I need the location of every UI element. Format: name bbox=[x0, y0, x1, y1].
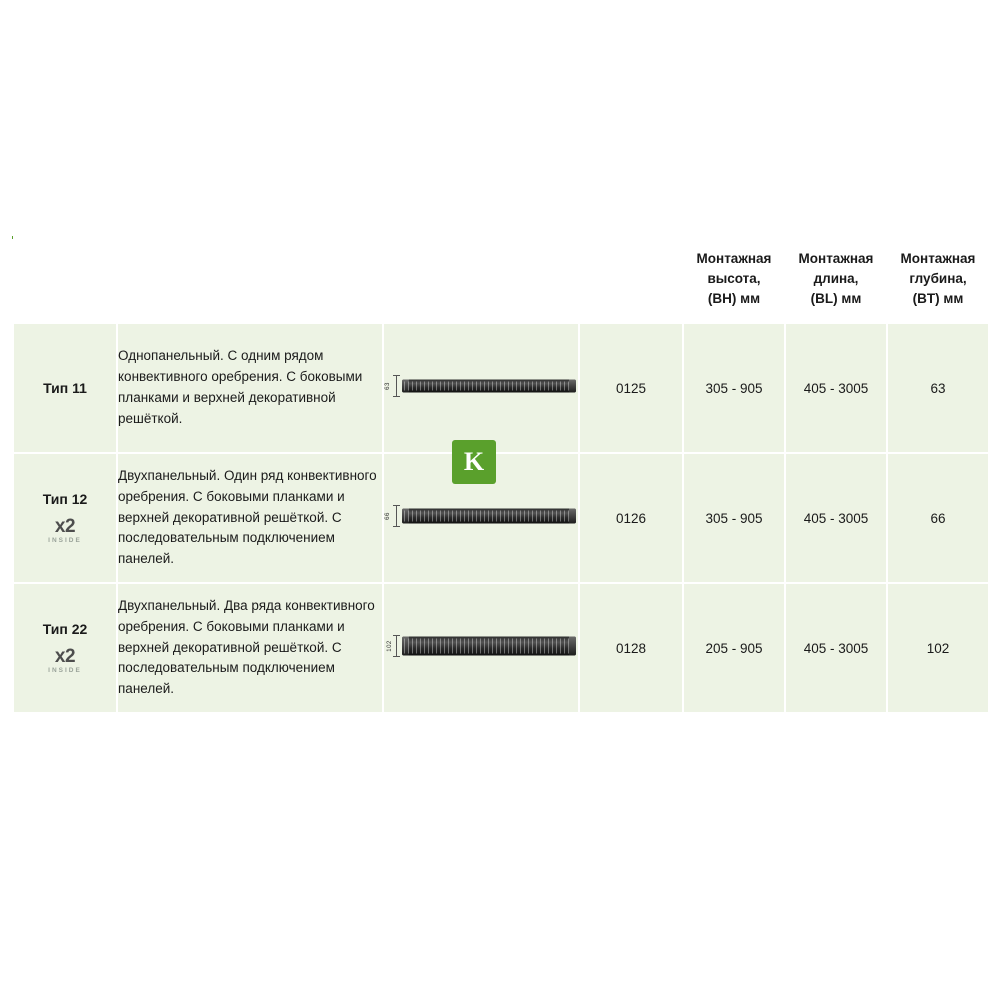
dimension-label: 102 bbox=[386, 639, 393, 652]
type-label: Тип 12 bbox=[42, 491, 88, 508]
table-header-row bbox=[13, 236, 989, 323]
cell-image-22 bbox=[383, 583, 579, 713]
radiator-cap-right bbox=[569, 508, 576, 523]
cell-depth-22: 102 bbox=[887, 583, 989, 713]
radiator-body bbox=[402, 379, 576, 392]
cell-code-12: 0126 bbox=[579, 453, 683, 583]
cell-depth-11: 63 bbox=[887, 323, 989, 453]
radiator-cap-right bbox=[569, 636, 576, 655]
header-height-line2: высота, bbox=[707, 270, 761, 286]
cell-code-22: 0128 bbox=[579, 583, 683, 713]
x2-badge-sub: INSIDE bbox=[48, 537, 82, 545]
cell-type-22 bbox=[13, 583, 117, 713]
type-label: Тип 22 bbox=[42, 621, 88, 638]
header-length-line3: (BL) мм bbox=[810, 291, 862, 307]
brand-logo-letter: K bbox=[463, 447, 485, 476]
header-depth-line2: глубина, bbox=[909, 270, 967, 286]
radiator-body bbox=[402, 508, 576, 523]
radiator-fins bbox=[404, 381, 574, 390]
radiator-cross-section-icon bbox=[384, 369, 584, 403]
cell-length-11: 405 - 3005 bbox=[785, 323, 887, 453]
header-depth-line3: (BT) мм bbox=[912, 291, 964, 307]
type-label: Тип 11 bbox=[43, 380, 87, 396]
table-row bbox=[13, 583, 989, 713]
cell-description-12: Двухпанельный. Один ряд конвективного оребрения. С боковыми планками и верхней декоративной решёткой. С последовательным подключением панелей. bbox=[117, 453, 383, 583]
header-cell-type bbox=[13, 236, 117, 323]
cell-height-12: 305 - 905 bbox=[683, 453, 785, 583]
cell-height-22: 205 - 905 bbox=[683, 583, 785, 713]
cell-type-12 bbox=[13, 453, 117, 583]
radiator-cross-section-icon bbox=[384, 629, 584, 663]
x2-badge-mark: x2 bbox=[54, 516, 76, 538]
x2-inside-badge bbox=[37, 647, 93, 675]
table-row bbox=[13, 323, 989, 453]
header-cell-mounting-height bbox=[683, 236, 785, 323]
radiator-cross-section-icon bbox=[384, 499, 584, 533]
brand-logo-icon bbox=[452, 440, 496, 484]
x2-badge-sub: INSIDE bbox=[48, 667, 82, 675]
radiator-fins bbox=[404, 638, 574, 653]
header-cell-image bbox=[383, 236, 579, 323]
header-length-line1: Монтажная bbox=[798, 250, 874, 266]
dimension-line bbox=[396, 375, 397, 397]
x2-inside-badge bbox=[37, 517, 93, 545]
cell-description-22: Двухпанельный. Два ряда конвективного оребрения. С боковыми планками и верхней декоративной решёткой. С последовательным подключением панелей. bbox=[117, 583, 383, 713]
header-depth-line1: Монтажная bbox=[900, 250, 976, 266]
cell-code-11: 0125 bbox=[579, 323, 683, 453]
table-row bbox=[13, 453, 989, 583]
radiator-fins bbox=[404, 510, 574, 521]
dimension-line bbox=[396, 505, 397, 527]
cell-height-11: 305 - 905 bbox=[683, 323, 785, 453]
cell-description-11: Однопанельный. С одним рядом конвективного оребрения. С боковыми планками и верхней декоративной решёткой. bbox=[117, 323, 383, 453]
cell-image-11 bbox=[383, 323, 579, 453]
cell-type-11 bbox=[13, 323, 117, 453]
header-height-line3: (BH) мм bbox=[707, 291, 761, 307]
radiator-spec-table-container bbox=[12, 236, 988, 714]
dimension-label: 63 bbox=[384, 381, 391, 390]
radiator-spec-table bbox=[12, 236, 990, 714]
cell-depth-12: 66 bbox=[887, 453, 989, 583]
cell-length-22: 405 - 3005 bbox=[785, 583, 887, 713]
x2-badge-mark: x2 bbox=[54, 646, 76, 668]
header-height-line1: Монтажная bbox=[696, 250, 772, 266]
radiator-cap-right bbox=[569, 379, 576, 392]
header-cell-code bbox=[579, 236, 683, 323]
header-cell-description bbox=[117, 236, 383, 323]
header-cell-mounting-length bbox=[785, 236, 887, 323]
radiator-body bbox=[402, 636, 576, 655]
dimension-label: 66 bbox=[384, 511, 391, 520]
header-cell-mounting-depth bbox=[887, 236, 989, 323]
cell-length-12: 405 - 3005 bbox=[785, 453, 887, 583]
header-length-line2: длина, bbox=[813, 270, 859, 286]
dimension-line bbox=[396, 635, 397, 657]
